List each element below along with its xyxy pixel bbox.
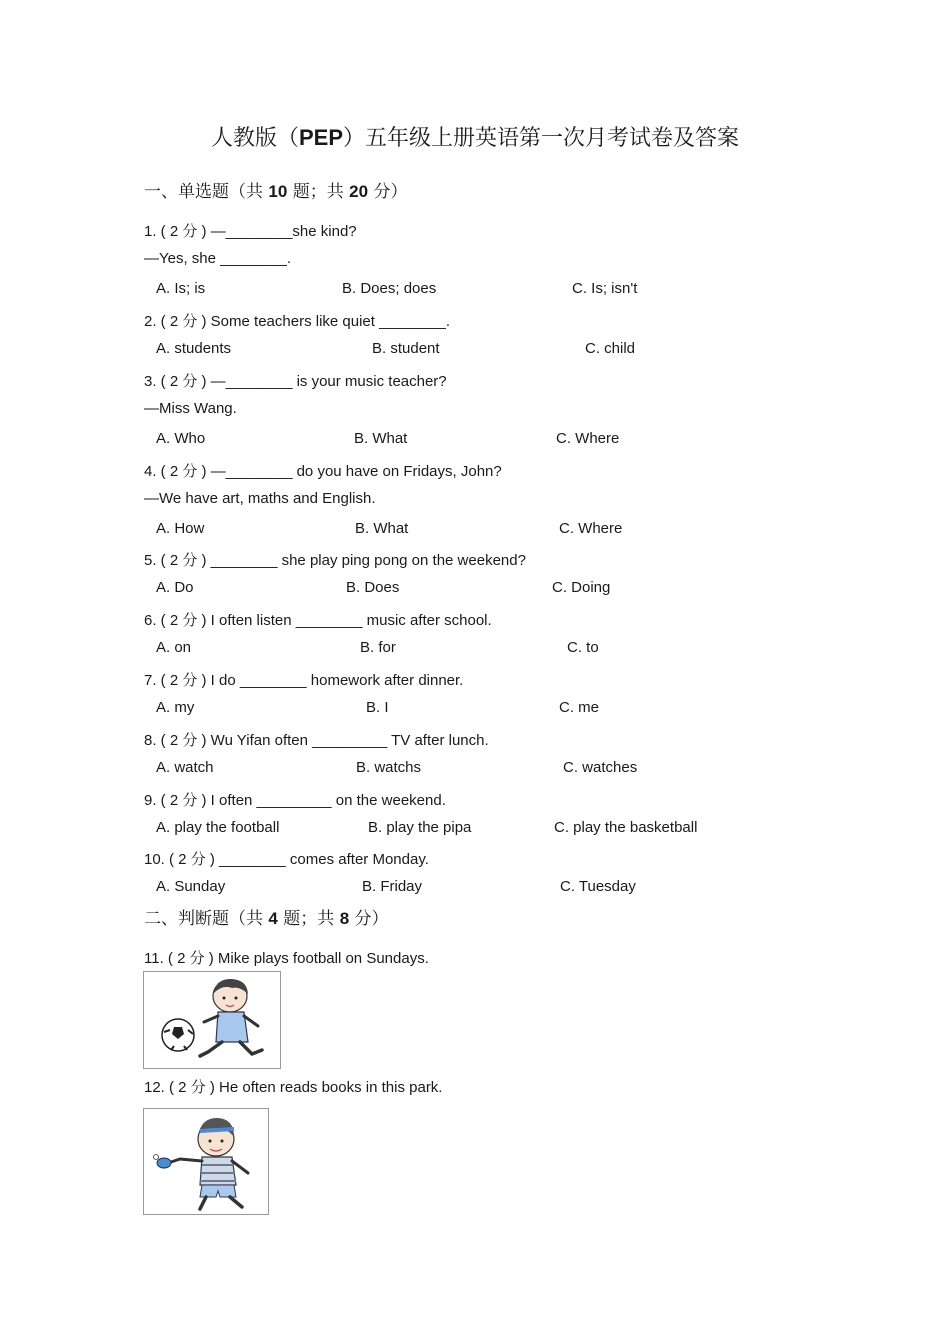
option-a: A. my — [156, 699, 195, 716]
option-b: B. watchs — [356, 759, 422, 776]
option-c: C. Is; isn't — [572, 280, 638, 297]
question-stem: 12. ( 2 分 ) He often reads books in this park. — [144, 1079, 443, 1096]
question-stem: 3. ( 2 分 ) —________ is your music teacher? — [144, 373, 447, 390]
section-heading-true-false: 二、判断题（共 4 题；共 8 分） — [144, 909, 389, 929]
option-c: C. Doing — [552, 579, 611, 596]
option-b: B. Does; does — [342, 280, 437, 297]
option-a: A. Do — [156, 579, 194, 596]
option-b: B. What — [354, 430, 408, 447]
option-a: A. Sunday — [156, 878, 226, 895]
option-c: C. watches — [563, 759, 638, 776]
option-a: A. students — [156, 340, 232, 357]
option-b: B. student — [372, 340, 440, 357]
option-b: B. What — [355, 520, 409, 537]
question-stem-reply: —Miss Wang. — [144, 400, 237, 417]
option-c: C. Where — [559, 520, 623, 537]
question-stem: 10. ( 2 分 ) ________ comes after Monday. — [144, 851, 429, 868]
question-stem-reply: —Yes, she ________. — [144, 250, 292, 267]
section-heading-single-choice: 一、单选题（共 10 题；共 20 分） — [144, 182, 408, 202]
option-c: C. me — [559, 699, 600, 716]
option-c: C. Tuesday — [560, 878, 636, 895]
boy-playing-ping-pong-illustration — [143, 1108, 269, 1215]
option-a: A. on — [156, 639, 192, 656]
option-c: C. play the basketball — [554, 819, 698, 836]
question-stem: 11. ( 2 分 ) Mike plays football on Sundays. — [144, 950, 429, 967]
question-stem: 6. ( 2 分 ) I often listen ________ music after school. — [144, 612, 492, 629]
option-b: B. play the pipa — [368, 819, 472, 836]
option-c: C. to — [567, 639, 599, 656]
boy-playing-football-illustration — [143, 971, 281, 1069]
question-stem: 5. ( 2 分 ) ________ she play ping pong on the weekend? — [144, 552, 526, 569]
question-stem: 7. ( 2 分 ) I do ________ homework after dinner. — [144, 672, 464, 689]
question-stem: 8. ( 2 分 ) Wu Yifan often _________ TV after lunch. — [144, 732, 489, 749]
option-a: A. Who — [156, 430, 206, 447]
option-a: A. Is; is — [156, 280, 206, 297]
question-stem: 2. ( 2 分 ) Some teachers like quiet ________. — [144, 313, 451, 330]
option-b: B. I — [366, 699, 389, 716]
question-stem: 4. ( 2 分 ) —________ do you have on Fridays, John? — [144, 463, 502, 480]
option-a: A. How — [156, 520, 205, 537]
question-stem-reply: —We have art, maths and English. — [144, 490, 376, 507]
page-title: 人教版（PEP）五年级上册英语第一次月考试卷及答案 — [210, 125, 740, 151]
option-b: B. for — [360, 639, 396, 656]
question-stem: 1. ( 2 分 ) —________she kind? — [144, 223, 357, 240]
option-c: C. Where — [556, 430, 620, 447]
option-a: A. watch — [156, 759, 214, 776]
option-b: B. Does — [346, 579, 400, 596]
option-a: A. play the football — [156, 819, 280, 836]
option-b: B. Friday — [362, 878, 423, 895]
question-stem: 9. ( 2 分 ) I often _________ on the weekend. — [144, 792, 446, 809]
option-c: C. child — [585, 340, 636, 357]
